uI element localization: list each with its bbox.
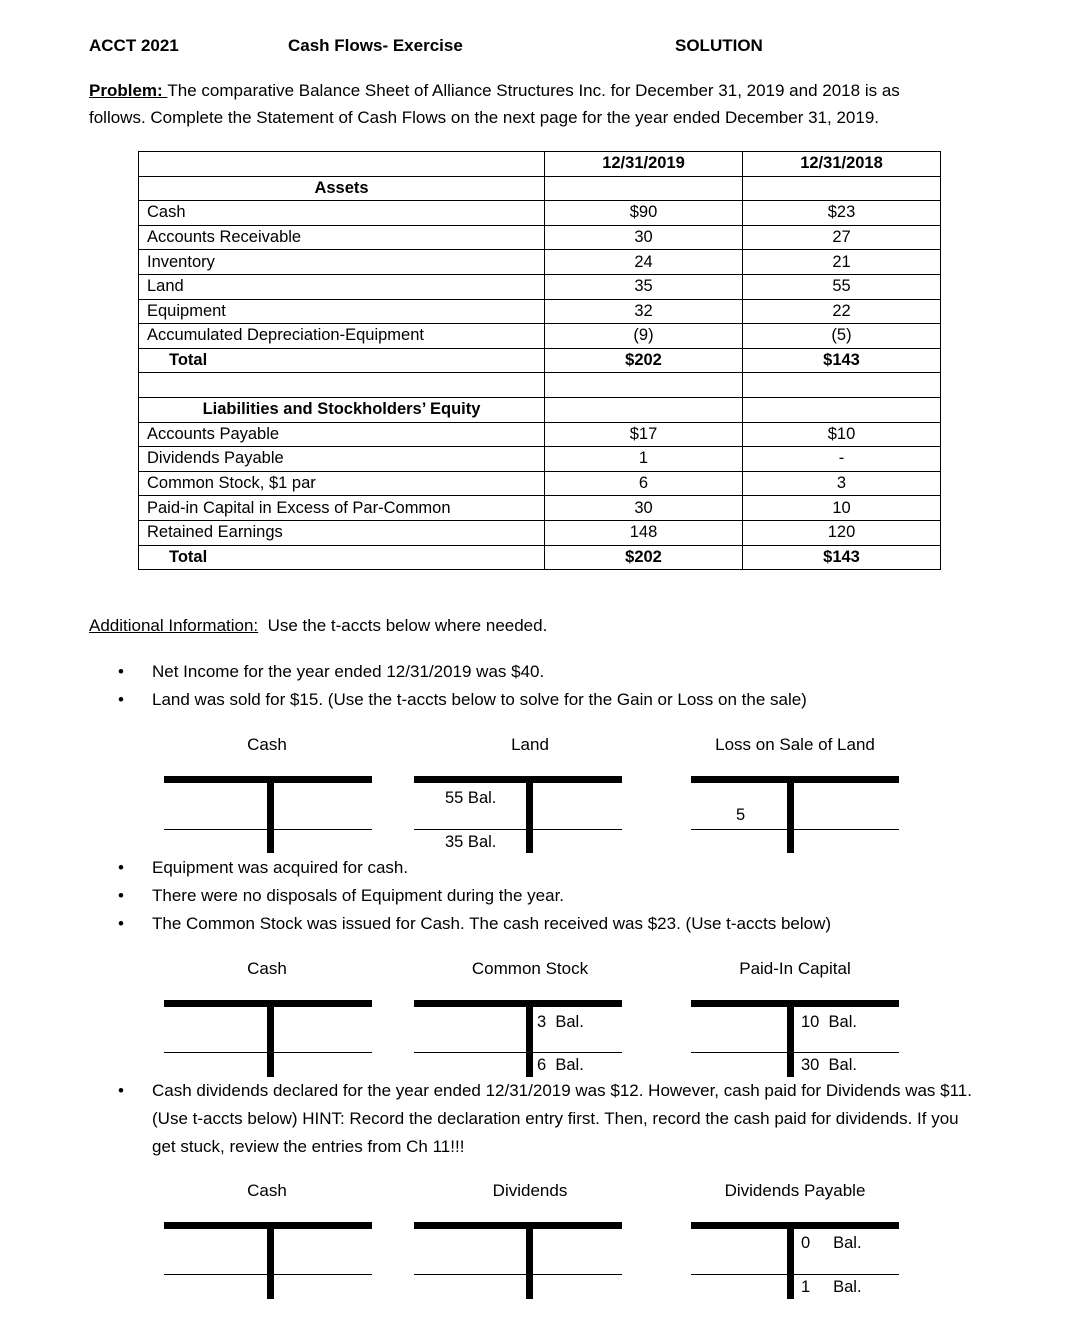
table-row bbox=[139, 201, 941, 226]
value-2019: $17 bbox=[545, 422, 743, 447]
t-account-title: Loss on Sale of Land bbox=[715, 735, 875, 754]
header-blank bbox=[139, 152, 545, 177]
bullet-list-2 bbox=[116, 854, 996, 938]
value-2018: - bbox=[743, 447, 941, 472]
list-item: • Net Income for the year ended 12/31/2019 was $40. bbox=[116, 658, 996, 686]
table-row bbox=[139, 274, 941, 299]
row-label: Accounts Payable bbox=[139, 422, 545, 447]
value-2018: 27 bbox=[743, 225, 941, 250]
t-account-title: Cash bbox=[247, 959, 287, 978]
value-2019: $90 bbox=[545, 201, 743, 226]
total-2019: $202 bbox=[545, 348, 743, 373]
t-account-line bbox=[414, 1052, 622, 1053]
row-label: Inventory bbox=[139, 250, 545, 275]
col-header-2018: 12/31/2018 bbox=[743, 152, 941, 177]
value-2019: 30 bbox=[545, 496, 743, 521]
list-item: • Land was sold for $15. (Use the t-accts below to solve for the Gain or Loss on the sale) bbox=[116, 686, 996, 714]
t-account-title: Land bbox=[511, 735, 549, 754]
t-account-title: Dividends bbox=[492, 1181, 568, 1200]
row-label: Accumulated Depreciation-Equipment bbox=[139, 324, 545, 349]
t-account-line bbox=[691, 1052, 899, 1053]
value-2019: 1 bbox=[545, 447, 743, 472]
value-2018: 22 bbox=[743, 299, 941, 324]
additional-info bbox=[89, 616, 547, 636]
table-row bbox=[139, 422, 941, 447]
solution-label: SOLUTION bbox=[675, 36, 763, 55]
value-2019: 6 bbox=[545, 471, 743, 496]
value-2019: 35 bbox=[545, 274, 743, 299]
table-row bbox=[139, 471, 941, 496]
t-account-stem bbox=[526, 783, 533, 853]
t-account-bar bbox=[691, 776, 899, 783]
t-account-line bbox=[691, 829, 899, 830]
t-account-title: Dividends Payable bbox=[724, 1181, 866, 1200]
t-account-bar bbox=[414, 1222, 622, 1229]
value-2019: 24 bbox=[545, 250, 743, 275]
t-account-title: Cash bbox=[247, 735, 287, 754]
liabilities-heading-row bbox=[139, 397, 941, 422]
col-header-2019: 12/31/2019 bbox=[545, 152, 743, 177]
land-ending-balance: 35 Bal. bbox=[445, 833, 497, 851]
total-2018: $143 bbox=[743, 545, 941, 570]
common-stock-beginning-balance: 3 Bal. bbox=[537, 1013, 584, 1031]
course-code: ACCT 2021 bbox=[89, 36, 179, 55]
row-label: Land bbox=[139, 274, 545, 299]
value-2018: 120 bbox=[743, 520, 941, 545]
row-label: Common Stock, $1 par bbox=[139, 471, 545, 496]
t-account-bar bbox=[414, 776, 622, 783]
additional-info-text: Use the t-accts below where needed. bbox=[258, 616, 548, 635]
t-account-line bbox=[164, 1274, 372, 1275]
empty-cell bbox=[545, 397, 743, 422]
value-2018: (5) bbox=[743, 324, 941, 349]
empty-cell bbox=[545, 373, 743, 398]
loss-amount: 5 bbox=[736, 806, 746, 824]
value-2019: 148 bbox=[545, 520, 743, 545]
total-label: Total bbox=[139, 545, 545, 570]
t-account-line bbox=[164, 829, 372, 830]
t-account-stem bbox=[787, 1007, 794, 1077]
t-account-stem bbox=[526, 1229, 533, 1299]
total-2018: $143 bbox=[743, 348, 941, 373]
divpay-ending-balance: 1 Bal. bbox=[801, 1278, 862, 1296]
value-2019: (9) bbox=[545, 324, 743, 349]
list-item: • The Common Stock was issued for Cash. The cash received was $23. (Use t-accts below) bbox=[116, 910, 996, 938]
row-label: Paid-in Capital in Excess of Par-Common bbox=[139, 496, 545, 521]
table-row bbox=[139, 299, 941, 324]
t-account-bar bbox=[414, 1000, 622, 1007]
total-label: Total bbox=[139, 348, 545, 373]
row-label: Accounts Receivable bbox=[139, 225, 545, 250]
row-label: Retained Earnings bbox=[139, 520, 545, 545]
common-stock-ending-balance: 6 Bal. bbox=[537, 1056, 584, 1074]
liabilities-heading: Liabilities and Stockholders’ Equity bbox=[139, 397, 545, 422]
value-2018: $23 bbox=[743, 201, 941, 226]
problem-statement bbox=[89, 77, 989, 131]
t-account-stem bbox=[267, 783, 274, 853]
liabilities-total-row bbox=[139, 545, 941, 570]
t-account-line bbox=[414, 829, 622, 830]
t-account-bar bbox=[691, 1000, 899, 1007]
value-2018: 3 bbox=[743, 471, 941, 496]
value-2018: 10 bbox=[743, 496, 941, 521]
spacer-row bbox=[139, 373, 941, 398]
pic-ending-balance: 30 Bal. bbox=[801, 1056, 857, 1074]
table-row bbox=[139, 225, 941, 250]
empty-cell bbox=[743, 373, 941, 398]
table-row bbox=[139, 447, 941, 472]
table-row bbox=[139, 520, 941, 545]
row-label: Equipment bbox=[139, 299, 545, 324]
t-account-title: Paid-In Capital bbox=[739, 959, 851, 978]
t-account-line bbox=[164, 1052, 372, 1053]
assets-total-row bbox=[139, 348, 941, 373]
table-row bbox=[139, 496, 941, 521]
total-2019: $202 bbox=[545, 545, 743, 570]
land-beginning-balance: 55 Bal. bbox=[445, 789, 497, 807]
list-item: • There were no disposals of Equipment during the year. bbox=[116, 882, 996, 910]
value-2018: $10 bbox=[743, 422, 941, 447]
value-2019: 30 bbox=[545, 225, 743, 250]
empty-cell bbox=[743, 176, 941, 201]
t-account-title: Cash bbox=[247, 1181, 287, 1200]
empty-cell bbox=[545, 176, 743, 201]
balance-sheet-table bbox=[138, 151, 941, 570]
t-account-bar bbox=[164, 1222, 372, 1229]
value-2018: 55 bbox=[743, 274, 941, 299]
assets-heading: Assets bbox=[139, 176, 545, 201]
assets-heading-row bbox=[139, 176, 941, 201]
pic-beginning-balance: 10 Bal. bbox=[801, 1013, 857, 1031]
t-account-stem bbox=[267, 1007, 274, 1077]
table-header-row bbox=[139, 152, 941, 177]
t-account-stem bbox=[267, 1229, 274, 1299]
value-2019: 32 bbox=[545, 299, 743, 324]
t-account-bar bbox=[691, 1222, 899, 1229]
bullet-list-3 bbox=[116, 1077, 976, 1161]
t-account-line bbox=[691, 1274, 899, 1275]
row-label: Cash bbox=[139, 201, 545, 226]
t-account-stem bbox=[787, 783, 794, 853]
problem-line-1: The comparative Balance Sheet of Alliance Structures Inc. for December 31, 2019 and 2018 is as bbox=[167, 81, 900, 100]
empty-cell bbox=[139, 373, 545, 398]
t-account-title: Common Stock bbox=[471, 959, 589, 978]
t-account-bar bbox=[164, 776, 372, 783]
additional-info-label: Additional Information: bbox=[89, 616, 259, 635]
value-2018: 21 bbox=[743, 250, 941, 275]
t-account-line bbox=[414, 1274, 622, 1275]
t-account-stem bbox=[526, 1007, 533, 1077]
bullet-list-1 bbox=[116, 658, 996, 714]
t-account-bar bbox=[164, 1000, 372, 1007]
divpay-beginning-balance: 0 Bal. bbox=[801, 1234, 862, 1252]
problem-label: Problem: bbox=[89, 81, 168, 100]
t-account-stem bbox=[787, 1229, 794, 1299]
row-label: Dividends Payable bbox=[139, 447, 545, 472]
table-row bbox=[139, 250, 941, 275]
problem-line-2: follows. Complete the Statement of Cash Flows on the next page for the year ended December 31, 2019. bbox=[89, 108, 880, 127]
list-item: • Equipment was acquired for cash. bbox=[116, 854, 996, 882]
document-title: Cash Flows- Exercise bbox=[288, 36, 463, 55]
empty-cell bbox=[743, 397, 941, 422]
table-row bbox=[139, 324, 941, 349]
list-item: • Cash dividends declared for the year ended 12/31/2019 was $12. However, cash paid for Dividends was $11. (Use t-accts below) HINT: Record the declaration entry first. Then, record the cash paid for dividends. If you get stuck, review the entries from Ch 11!!! bbox=[116, 1077, 976, 1161]
